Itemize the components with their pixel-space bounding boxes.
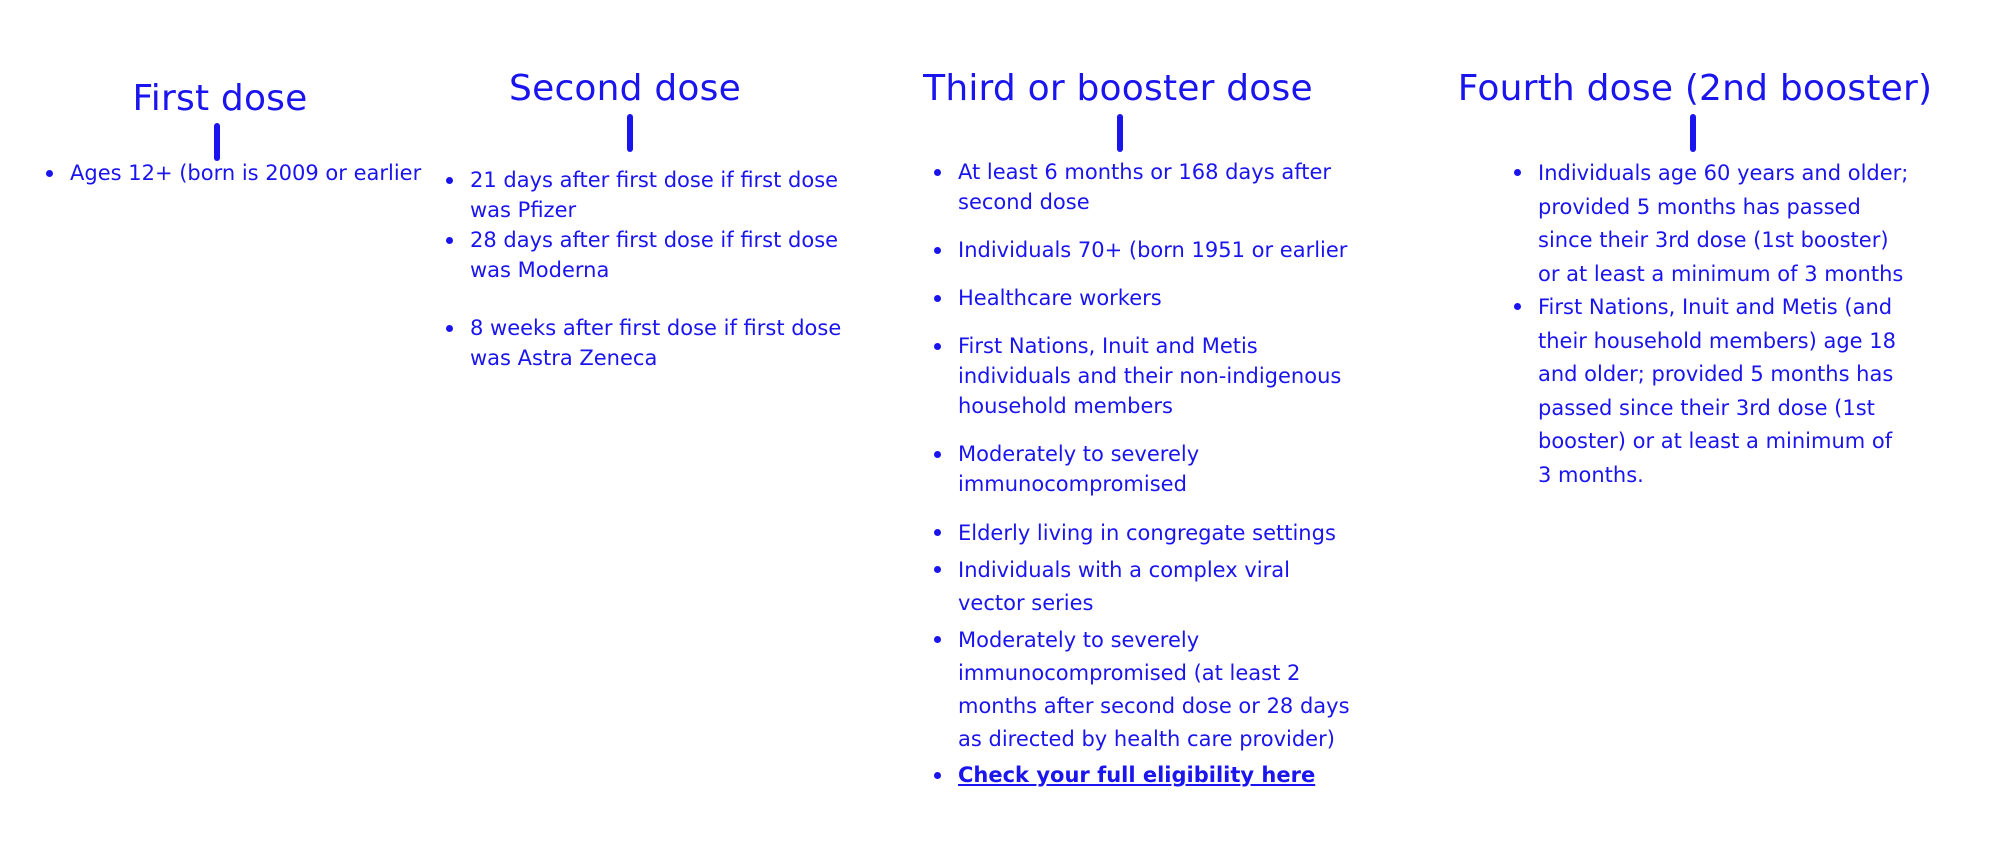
list-item xyxy=(930,760,1350,790)
heading-fourth-dose: Fourth dose (2nd booster) xyxy=(1457,68,1933,109)
list-item: 8 weeks after first dose if first dose was Astra Zeneca xyxy=(442,313,862,373)
third-dose-list xyxy=(930,157,1350,808)
tick-marker xyxy=(1690,114,1696,152)
list-item: Moderately to severely immunocompromised (at least 2 months after second dose or 28 days as directed by health care provider) xyxy=(930,624,1350,756)
list-item: Ages 12+ (born is 2009 or earlier xyxy=(42,158,422,188)
list-item: Healthcare workers xyxy=(930,283,1350,313)
list-item: At least 6 months or 168 days after second dose xyxy=(930,157,1350,217)
first-dose-list xyxy=(42,158,422,188)
list-item: First Nations, Inuit and Metis (and their household members) age 18 and older; provided 5 months has passed since their 3rd dose (1st booster) or at least a minimum of 3 months. xyxy=(1510,291,1910,492)
list-item: Moderately to severely immunocompromised xyxy=(930,439,1350,499)
list-item: 28 days after first dose if first dose was Moderna xyxy=(442,225,862,285)
list-item: Individuals age 60 years and older; provided 5 months has passed since their 3rd dose (1st booster) or at least a minimum of 3 months xyxy=(1510,157,1910,291)
tick-marker xyxy=(1117,114,1123,152)
heading-first-dose: First dose xyxy=(132,78,308,119)
list-item: Individuals 70+ (born 1951 or earlier xyxy=(930,235,1350,265)
tick-marker xyxy=(627,114,633,152)
second-dose-list xyxy=(442,165,862,401)
heading-second-dose: Second dose xyxy=(509,68,741,109)
list-item: 21 days after first dose if first dose was Pfizer xyxy=(442,165,862,225)
tick-marker xyxy=(214,123,220,161)
list-item: Elderly living in congregate settings xyxy=(930,517,1350,550)
fourth-dose-list xyxy=(1510,157,1910,492)
list-item: Individuals with a complex viral vector series xyxy=(930,554,1350,620)
list-item: First Nations, Inuit and Metis individuals and their non-indigenous household members xyxy=(930,331,1350,421)
check-eligibility-link[interactable]: Check your full eligibility here xyxy=(958,763,1316,787)
heading-third-dose: Third or booster dose xyxy=(923,68,1313,109)
